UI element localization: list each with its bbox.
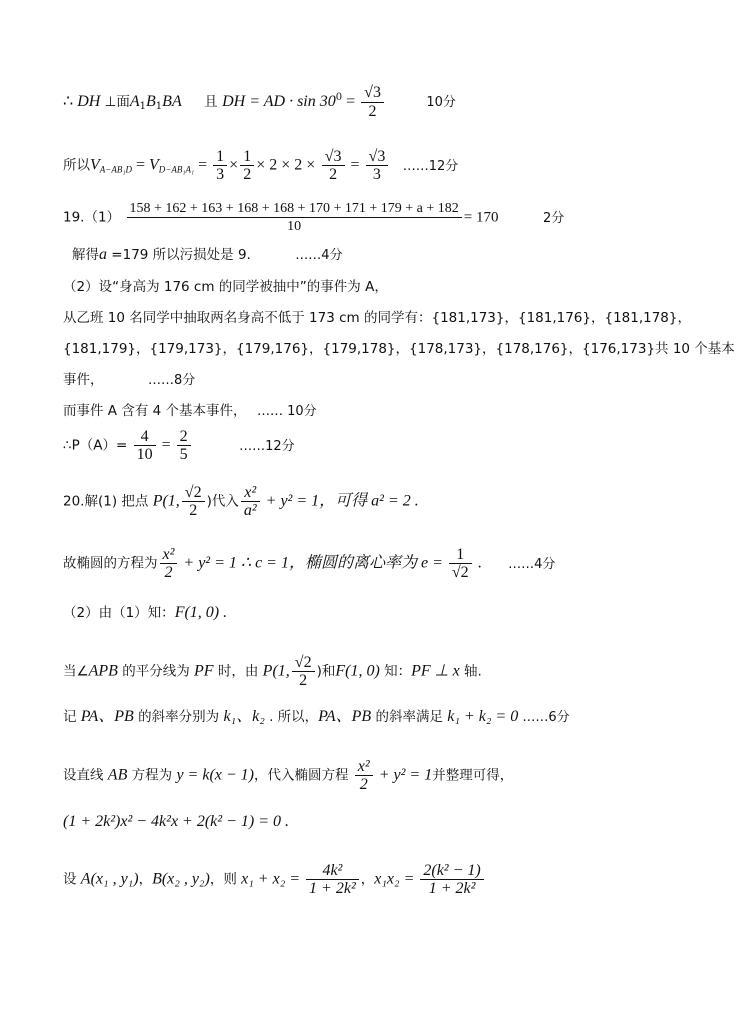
line-11 <box>63 484 419 519</box>
fraction-sqrt3-over-3: $\frac{√3}{3}$ <box>366 148 389 183</box>
line-5: （2）设“身高为 176 cm 的同学被抽中”的事件为 A， <box>63 279 388 295</box>
events-text: 事件， <box>63 372 104 388</box>
degree-mark: 0 <box>335 92 343 103</box>
denominator: 2 <box>359 776 368 793</box>
plane-b-sub: 1 <box>155 101 163 112</box>
denominator: 5 <box>179 446 188 463</box>
satisfy-text: 的斜率满足 <box>371 709 448 725</box>
perp-text: ⊥面 <box>100 94 130 110</box>
substitute-text: ，代入椭圆方程 <box>254 767 353 784</box>
line-2 <box>63 148 458 183</box>
denominator: 2 <box>243 166 252 183</box>
line-16 <box>63 758 513 793</box>
numerator: 4 <box>134 428 156 446</box>
pf-perp-x: PF ⊥ x <box>411 662 460 680</box>
plane-a: A <box>129 93 140 110</box>
denominator: 2 <box>329 166 338 183</box>
numerator: 2(k² − 1) <box>420 862 483 880</box>
denominator: 10 <box>287 219 302 234</box>
denominator: 2 <box>299 672 308 689</box>
score-label: ……12分 <box>239 438 295 454</box>
pa-pb: PA、PB <box>80 708 134 725</box>
numerator: 1 <box>240 148 254 166</box>
focus-f: F(1, 0) . <box>174 604 228 621</box>
rearrange-text: 并整理可得， <box>432 767 514 784</box>
denominator: 2 <box>164 564 173 581</box>
question-19-label: 19.（1） <box>63 209 121 226</box>
denote-text: 记 <box>63 709 81 725</box>
slope-sum: k₁ + k₂ = 0 <box>447 708 519 725</box>
score-label: ……12分 <box>402 158 459 174</box>
comma: ， <box>138 871 153 888</box>
equals-sign: = <box>346 156 364 174</box>
fraction-4-10 <box>134 428 156 463</box>
substitute-text: )代入 <box>206 493 239 510</box>
fraction-1-sqrt2: $\frac{1}{√2}$ <box>449 546 472 581</box>
pa-pb: PA、PB <box>318 708 372 725</box>
denominator: 3 <box>372 166 381 183</box>
line-15 <box>63 708 570 727</box>
therefore-symbol: ∴ <box>63 93 78 110</box>
fraction-sqrt2-over-2: $\frac{√2}{2}$ <box>292 654 315 689</box>
result-text: =179 所以污损处是 9. <box>107 247 251 263</box>
fraction-x2-2 <box>160 546 178 581</box>
know-text: 知： <box>379 663 412 680</box>
when-text: 时，由 <box>213 663 263 680</box>
numerator: x² <box>355 758 373 776</box>
k1-k2: k₁、k₂ <box>223 708 265 725</box>
volume-1: V <box>90 156 100 174</box>
sqrt-radicand: 2 <box>460 564 469 581</box>
sqrt-radicand: 3 <box>333 148 342 165</box>
line-7: {181,179}，{179,173}，{179,176}，{179,178}，{178,173}，{178,176}，{176,173}共 10 个基本 <box>63 341 735 357</box>
fraction-sum <box>306 862 359 897</box>
line-13 <box>63 604 227 622</box>
product-roots: x₁x₂ = <box>374 870 419 888</box>
sqrt-radicand: 2 <box>303 654 312 671</box>
var-a: a <box>99 246 107 263</box>
plane-a-sub: 1 <box>139 101 147 112</box>
dh-equation: DH = AD · sin 30 <box>222 93 336 110</box>
equals-sign: = <box>131 156 150 174</box>
fraction-1-2 <box>240 148 254 183</box>
line-17: (1 + 2k²)x² − 4k²x + 2(k² − 1) = 0 . <box>63 813 289 830</box>
fraction-sqrt3-over-2: $\frac{√3}{2}$ <box>322 148 345 183</box>
let-line-text: 设直线 <box>63 767 108 784</box>
then-text: ，则 <box>209 871 242 888</box>
and-text: )和 <box>316 663 336 680</box>
denominator: 10 <box>136 446 153 463</box>
line-3 <box>63 200 564 235</box>
volume-1-sub: A−AB₁D <box>99 164 132 175</box>
plane-end: BA <box>162 93 182 110</box>
numerator: x² <box>160 546 178 564</box>
line-4 <box>72 246 343 265</box>
mean-fraction <box>127 200 462 235</box>
part-2-label: （2）由（1）知： <box>63 605 175 621</box>
fraction-2-5 <box>177 428 191 463</box>
so-text: . 所以， <box>264 709 319 725</box>
equals-sign: = <box>157 436 175 454</box>
numerator: 1 <box>449 546 472 564</box>
plane-b: B <box>146 93 156 110</box>
score-label: ……6分 <box>518 710 570 725</box>
therefore-text: 所以 <box>63 157 90 174</box>
dh-label: DH <box>77 93 101 110</box>
comma: ， <box>360 871 375 888</box>
e-equals: e = <box>420 554 447 572</box>
bisector-text: 的平分线为 <box>117 663 195 680</box>
fraction-x2-a2 <box>241 484 260 519</box>
ellipse-eq-label: 故椭圆的方程为 <box>63 555 158 572</box>
score-label: …… 10分 <box>256 404 317 419</box>
sqrt-radicand: 3 <box>372 84 381 101</box>
period: . <box>473 554 482 572</box>
fraction-product <box>420 862 483 897</box>
sum-numerator: 158 + 162 + 163 + 168 + 168 + 170 + 171 + 179 + a + 182 <box>127 200 462 218</box>
point-a: A(x₁ , y₁) <box>80 870 139 888</box>
event-a-text: 而事件 A 含有 4 个基本事件， <box>63 403 247 419</box>
score-label: ……8分 <box>147 373 196 388</box>
solve-text: 解得 <box>72 247 99 263</box>
angle-text: 当∠ <box>63 663 89 680</box>
focus-f: F(1, 0) <box>335 662 380 680</box>
line-14 <box>63 654 482 689</box>
sum-roots: x₁ + x₂ = <box>241 870 305 888</box>
line-9 <box>63 402 317 421</box>
denominator: 1 + 2k² <box>309 880 356 897</box>
eccentricity-text: + y² = 1 ∴ c = 1，椭圆的离心率为 <box>179 554 421 572</box>
and-text: 且 <box>204 94 218 110</box>
denominator: 2 <box>368 103 377 120</box>
sqrt-radicand: 3 <box>377 148 386 165</box>
ellipse-eq-text: + y² = 1 <box>374 766 433 784</box>
times-sign: × <box>229 156 239 174</box>
axis-text: 轴. <box>459 663 482 680</box>
fraction-sqrt2-over-2: $\frac{√2}{2}$ <box>182 484 205 519</box>
question-20-label: 20.解(1) 把点 <box>63 493 153 510</box>
fraction-sqrt3-over-2: $\frac{√3}{2}$ <box>361 84 384 120</box>
denominator: a² <box>243 502 257 519</box>
line-10 <box>63 428 295 463</box>
line-pf: PF <box>194 662 214 680</box>
line-6: 从乙班 10 名同学中抽取两名身高不低于 173 cm 的同学有：{181,173}，{181,176}，{181,178}， <box>63 310 691 326</box>
line-8 <box>63 371 195 390</box>
let-text: 设 <box>63 871 81 888</box>
score-label: 10分 <box>426 95 456 110</box>
product-text: × 2 × 2 × <box>256 156 316 174</box>
line-18 <box>63 862 486 897</box>
numerator: 2 <box>177 428 191 446</box>
a-squared-result: a² = 2 . <box>371 492 419 510</box>
equals-sign: = <box>194 156 212 174</box>
sqrt-radicand: 2 <box>193 484 202 501</box>
score-label: ……4分 <box>508 556 556 572</box>
point-b: B(x₂ , y₂) <box>152 870 210 888</box>
line-1 <box>63 84 456 120</box>
fraction-1-3 <box>213 148 227 183</box>
numerator: 1 <box>213 148 227 166</box>
score-label: ……4分 <box>295 248 343 263</box>
numerator: x² <box>241 484 260 502</box>
equals-170: = 170 <box>463 209 499 226</box>
point-p: P(1, <box>152 492 180 510</box>
line-equation: y = k(x − 1) <box>176 766 254 784</box>
equation-is-text: 方程为 <box>127 767 177 784</box>
denominator: 1 + 2k² <box>428 880 476 897</box>
fraction-x2-2 <box>355 758 373 793</box>
probability-text: ∴P（A）= <box>63 437 132 454</box>
line-12 <box>63 546 555 581</box>
numerator: 4k² <box>306 862 359 880</box>
slopes-text: 的斜率分别为 <box>133 709 224 725</box>
point-p: P(1, <box>262 662 290 680</box>
volume-2-sub: D−AB₁A₁ <box>158 164 195 175</box>
score-label: 2分 <box>542 210 565 226</box>
denominator: 3 <box>216 166 225 183</box>
line-ab: AB <box>107 766 128 784</box>
denominator: 2 <box>189 502 198 519</box>
angle-apb: APB <box>88 662 118 680</box>
volume-2: V <box>149 156 159 174</box>
equals-sign: = <box>342 93 360 110</box>
ellipse-eq-text: + y² = 1，可得 <box>261 492 372 510</box>
